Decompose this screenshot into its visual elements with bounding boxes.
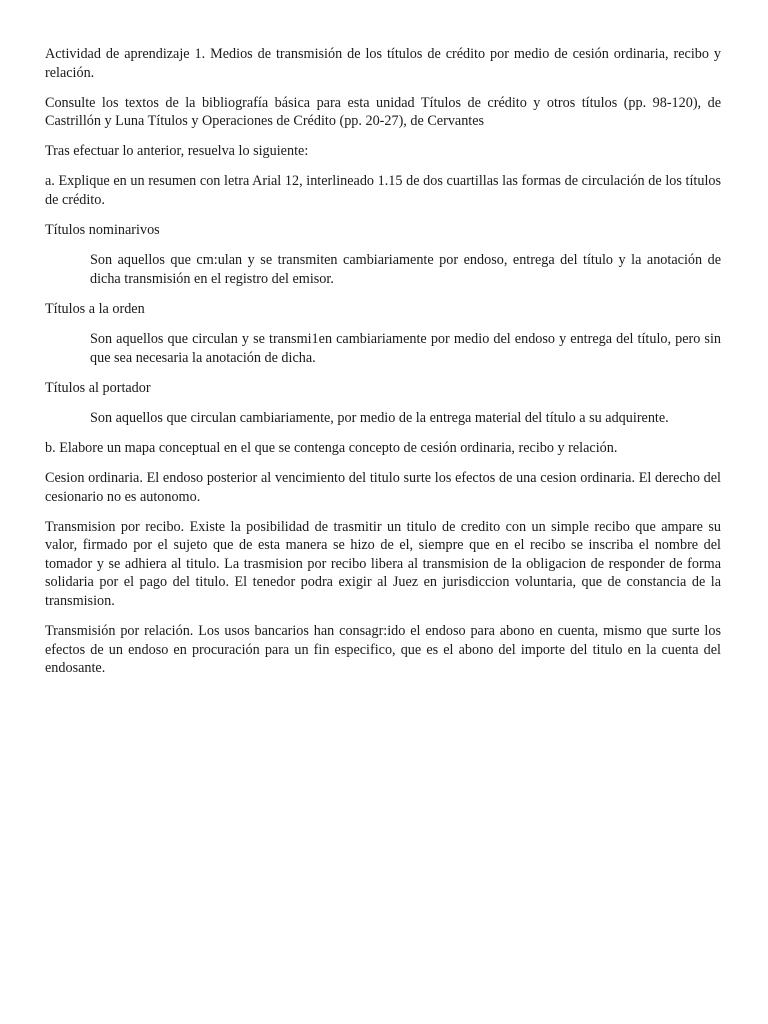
- follow-up-instruction: Tras efectuar lo anterior, resuelva lo siguiente:: [45, 143, 309, 160]
- transmision-por-recibo-paragraph: Transmision por recibo. Existe la posibilidad de trasmitir un titulo de credito con un simple recibo que ampare su valor, firmado por el sujeto que de esta manera se hizo de el, siempre que en el recibo se inscriba el nombre del tomador y se adhiera al titulo. La trasmision por recibo libera al transmision de la obligacion de responder de forma solidaria por el pago del titulo. El tenedor podra exigir al Juez en jurisdiccion voluntaria, que de constancia de la transmision.: [45, 518, 721, 610]
- document-page: [45, 45, 721, 689]
- cesion-ordinaria-paragraph: Cesion ordinaria. El endoso posterior al vencimiento del titulo surte los efectos de una cesion ordinaria. El derecho del cesionario no es autonomo.: [45, 470, 721, 505]
- activity-title: Actividad de aprendizaje 1. Medios de transmisión de los títulos de crédito por medio de cesión ordinaria, recibo y relación.: [45, 46, 721, 81]
- heading-titulos-nominativos: Títulos nominarivos: [45, 222, 160, 239]
- heading-titulos-a-la-orden: Títulos a la orden: [45, 300, 145, 317]
- bibliography-instruction: Consulte los textos de la bibliografía básica para esta unidad Títulos de crédito y otros títulos (pp. 98-120), de Castrillón y Luna Títulos y Operaciones de Crédito (pp. 20-27), de Cervantes: [45, 94, 721, 130]
- heading-titulos-al-portador: Títulos al portador: [45, 379, 151, 396]
- definition-titulos-nominativos: Son aquellos que cm:ulan y se transmiten cambiariamente por endoso, entrega del título y la anotación de dicha transmisión en el registro del emisor.: [90, 252, 721, 287]
- question-b: b. Elabore un mapa conceptual en el que se contenga concepto de cesión ordinaria, recibo y relación.: [45, 439, 618, 456]
- definition-titulos-a-la-orden: Son aquellos que circulan y se transmi1en cambiariamente por medio del endoso y entrega del título, pero sin que sea necesaria la anotación de dicha.: [90, 331, 721, 366]
- transmision-por-relacion-paragraph: Transmisión por relación. Los usos bancarios han consagr:ido el endoso para abono en cuenta, mismo que surte los efectos de un endoso en procuración para un fin especifico, que es el abono del importe del titulo en la cuenta del endosante.: [45, 623, 721, 677]
- question-a: a. Explique en un resumen con letra Arial 12, interlineado 1.15 de dos cuartillas las formas de circulación de los títulos de crédito.: [45, 173, 721, 209]
- definition-titulos-al-portador: Son aquellos que circulan cambiariamente, por medio de la entrega material del título a su adquirente.: [90, 409, 669, 426]
